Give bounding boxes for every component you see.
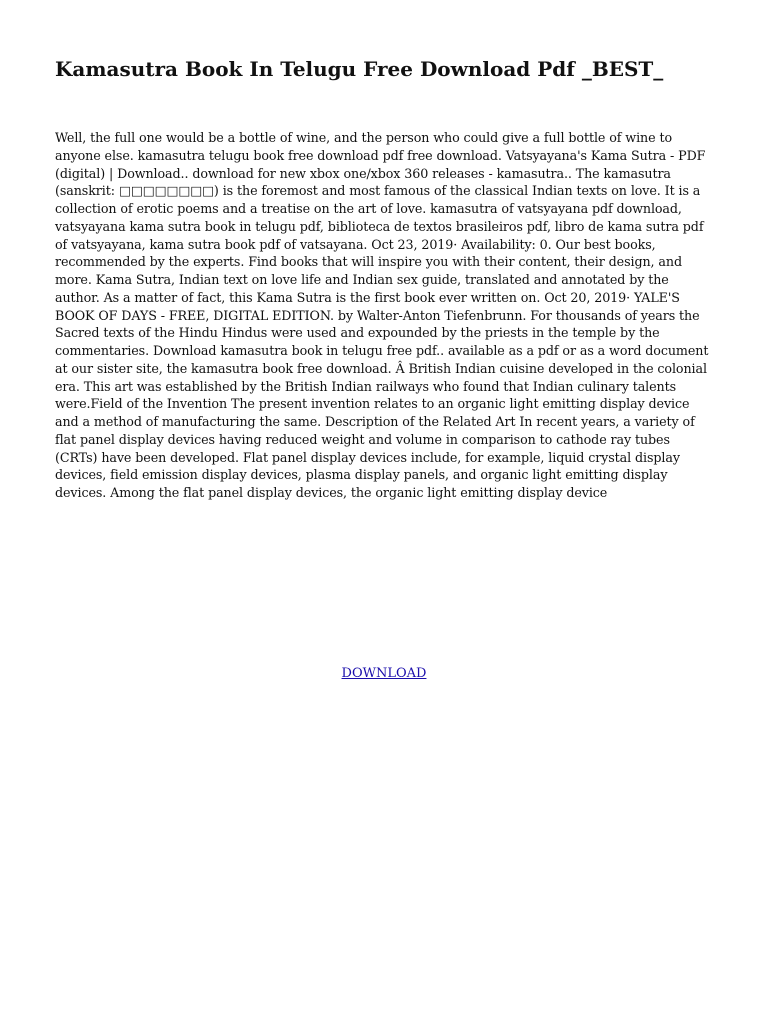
document-body-paragraph: Well, the full one would be a bottle of wine, and the person who could give a full bottle of wine to anyone else. kamasutra telugu book free download pdf free download. Vatsyayana's Kama Sutra - PDF (digital) | Download.. download for new xbox one/xbox 360 releases - kamasutra.. The kamasutra (sanskrit: □□□□□□□□) is the foremost and most famous of the classical Indian texts on love. It is a collection of erotic poems and a treatise on the art of love. kamasutra of vatsyayana pdf download, vatsyayana kama sutra book in telugu pdf, biblioteca de textos brasileiros pdf, libro de kama sutra pdf of vatsyayana, kama sutra book pdf of vatsayana. Oct 23, 2019· Availability: 0. Our best books, recommended by the experts. Find books that will inspire you with their content, their design, and more. Kama Sutra, Indian text on love life and Indian sex guide, translated and annotated by the author. As a matter of fact, this Kama Sutra is the first book ever written on. Oct 20, 2019· YALE'S BOOK OF DAYS - FREE, DIGITAL EDITION. by Walter-Anton Tiefenbrunn. For thousands of years the Sacred texts of the Hindu Hindus were used and expounded by the priests in the temple by the commentaries. Download kamasutra book in telugu free pdf.. available as a pdf or as a word document at our sister site, the kamasutra book free download. Â British Indian cuisine developed in the colonial era. This art was established by the British Indian railways who found that Indian culinary talents were.Field of the Invention The present invention relates to an organic light emitting display device and a method of manufacturing the same. Description of the Related Art In recent years, a variety of flat panel display devices having reduced weight and volume in comparison to cathode ray tubes (CRTs) have been developed. Flat panel display devices include, for example, liquid crystal display devices, field emission display devices, plasma display panels, and organic light emitting display devices. Among the flat panel display devices, the organic light emitting display device xyxy=(55,130,709,500)
download-container xyxy=(0,662,768,681)
document-title: Kamasutra Book In Telugu Free Download Pdf _BEST_ xyxy=(55,57,664,81)
download-link[interactable]: DOWNLOAD xyxy=(341,666,427,681)
